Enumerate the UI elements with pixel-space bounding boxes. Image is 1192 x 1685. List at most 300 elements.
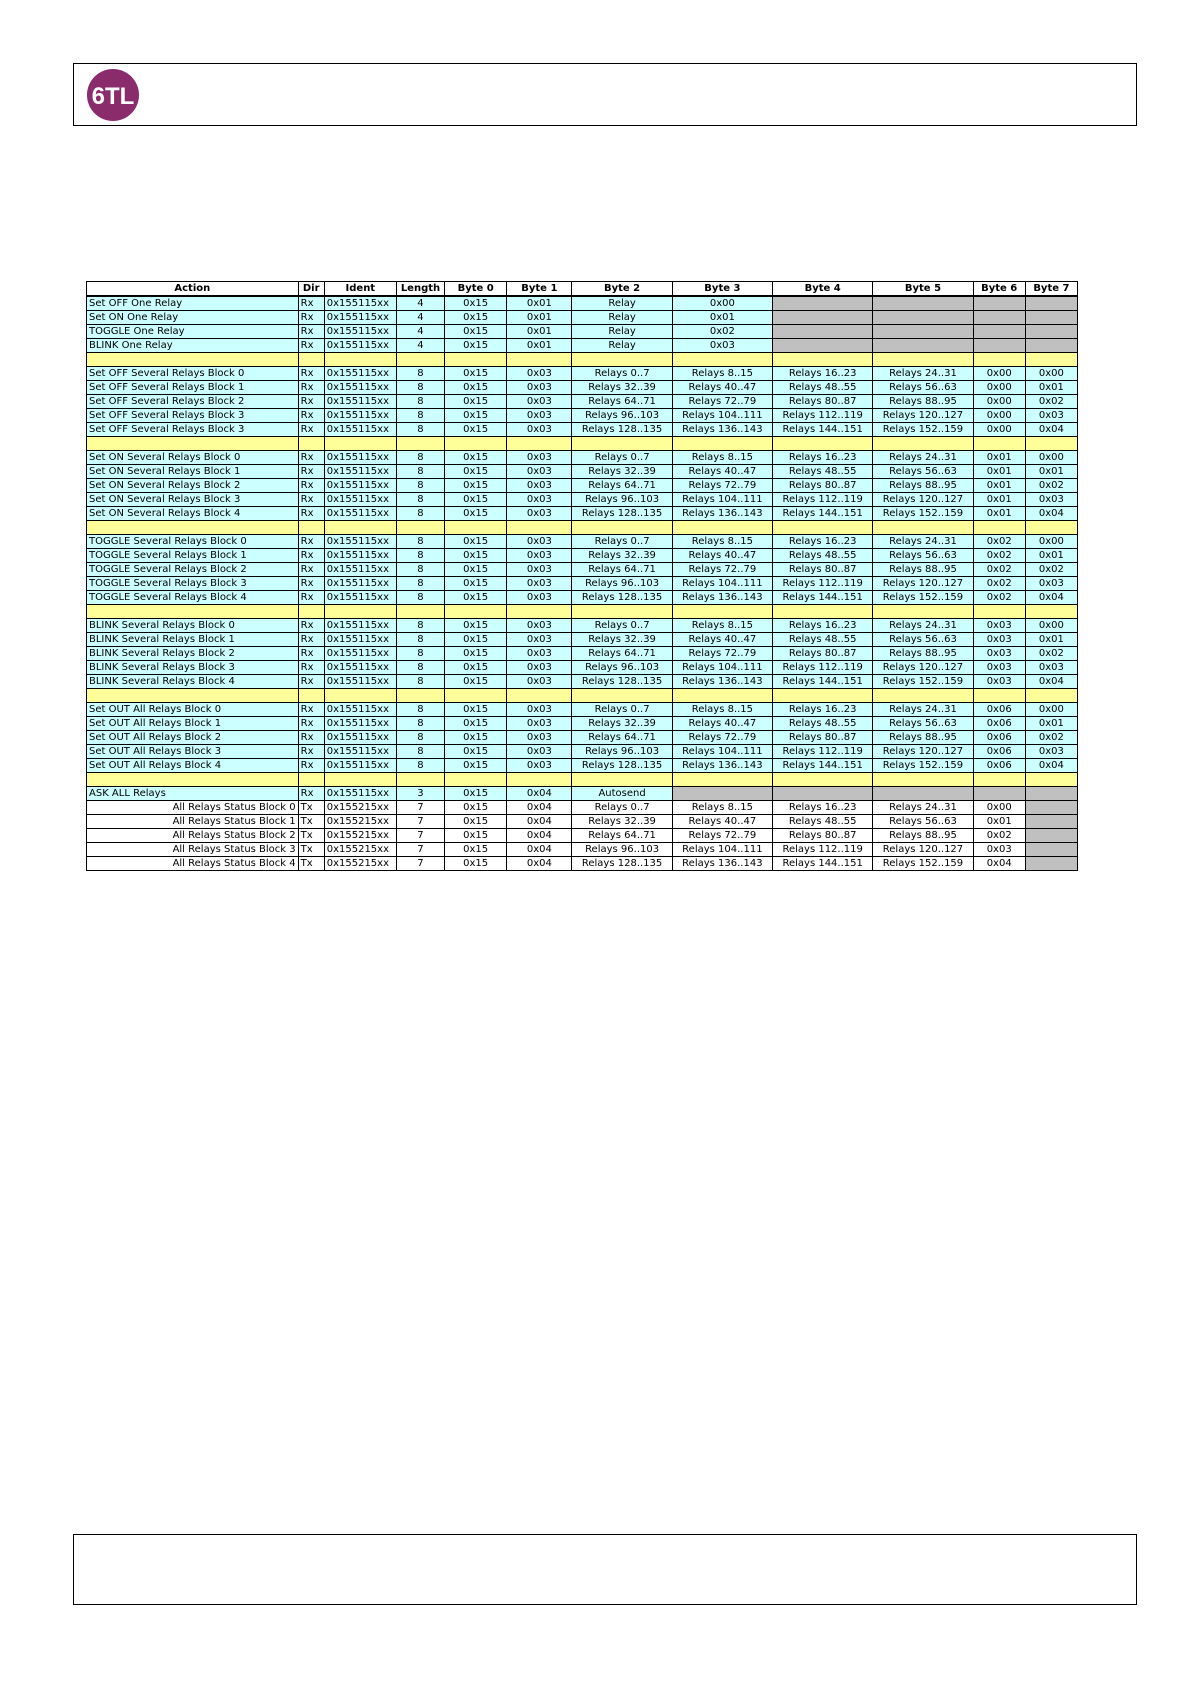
table-cell: ASK ALL Relays — [87, 787, 299, 801]
table-cell: 0x155115xx — [324, 325, 396, 339]
table-cell: 8 — [396, 759, 444, 773]
table-cell: 0x15 — [445, 745, 507, 759]
table-cell: 8 — [396, 577, 444, 591]
table-cell: Rx — [298, 381, 324, 395]
table-cell: Relays 0..7 — [572, 367, 672, 381]
table-cell: 0x155115xx — [324, 493, 396, 507]
table-header-row — [87, 282, 1078, 297]
table-cell: Rx — [298, 479, 324, 493]
table-cell: Rx — [298, 563, 324, 577]
table-cell: Relays 80..87 — [773, 647, 873, 661]
table-cell: Relays 144..151 — [773, 759, 873, 773]
table-cell: Relays 120..127 — [873, 409, 973, 423]
table-cell: 0x00 — [973, 381, 1025, 395]
table-cell — [973, 353, 1025, 367]
table-cell — [672, 787, 772, 801]
table-cell: Relays 104..111 — [672, 661, 772, 675]
table-cell: Rx — [298, 787, 324, 801]
table-cell — [507, 605, 572, 619]
table-cell: 0x06 — [973, 759, 1025, 773]
table-row — [87, 493, 1078, 507]
table-cell: 0x03 — [507, 619, 572, 633]
table-cell: Rx — [298, 311, 324, 325]
table-cell — [1025, 843, 1077, 857]
table-cell: 0x03 — [507, 647, 572, 661]
table-cell: Relays 40..47 — [672, 717, 772, 731]
table-cell — [873, 773, 973, 787]
table-cell: Set OUT All Relays Block 3 — [87, 745, 299, 759]
table-cell: Set ON Several Relays Block 1 — [87, 465, 299, 479]
table-cell: 0x03 — [973, 633, 1025, 647]
table-cell — [396, 353, 444, 367]
table-cell: 0x03 — [507, 451, 572, 465]
table-cell: Rx — [298, 367, 324, 381]
table-cell — [672, 437, 772, 451]
table-cell: Set OFF Several Relays Block 3 — [87, 409, 299, 423]
table-cell: 0x155115xx — [324, 479, 396, 493]
table-row — [87, 325, 1078, 339]
table-cell: 0x06 — [973, 731, 1025, 745]
column-header: Byte 7 — [1025, 282, 1077, 297]
table-cell: Rx — [298, 535, 324, 549]
table-cell: 0x04 — [1025, 675, 1077, 689]
table-cell — [298, 773, 324, 787]
table-cell: 0x02 — [973, 829, 1025, 843]
table-cell: 0x03 — [507, 563, 572, 577]
table-cell: Relays 72..79 — [672, 731, 772, 745]
table-row — [87, 563, 1078, 577]
table-cell: 0x03 — [973, 647, 1025, 661]
table-cell: Relays 64..71 — [572, 395, 672, 409]
table-cell: Relays 16..23 — [773, 703, 873, 717]
table-cell: Relays 24..31 — [873, 619, 973, 633]
table-cell — [973, 787, 1025, 801]
table-cell: Tx — [298, 857, 324, 871]
table-cell: 0x00 — [1025, 367, 1077, 381]
table-cell: Relays 128..135 — [572, 759, 672, 773]
table-cell: Relays 136..143 — [672, 759, 772, 773]
separator-row — [87, 437, 1078, 451]
table-row — [87, 857, 1078, 871]
table-cell — [973, 689, 1025, 703]
table-cell: 0x155115xx — [324, 563, 396, 577]
table-cell: Relays 112..119 — [773, 745, 873, 759]
table-cell: Relays 40..47 — [672, 633, 772, 647]
table-cell — [873, 353, 973, 367]
table-cell: 0x01 — [1025, 549, 1077, 563]
table-cell — [87, 689, 299, 703]
table-cell — [1025, 801, 1077, 815]
table-cell — [873, 339, 973, 353]
table-cell: Set OFF Several Relays Block 2 — [87, 395, 299, 409]
table-cell: 0x04 — [507, 787, 572, 801]
table-cell: 0x15 — [445, 325, 507, 339]
table-cell: BLINK Several Relays Block 0 — [87, 619, 299, 633]
table-cell: 0x03 — [507, 591, 572, 605]
table-cell: Relays 48..55 — [773, 549, 873, 563]
table-row — [87, 801, 1078, 815]
table-cell — [973, 325, 1025, 339]
table-cell — [873, 311, 973, 325]
table-cell: 0x01 — [507, 339, 572, 353]
table-cell: 0x06 — [973, 745, 1025, 759]
table-cell: Relays 80..87 — [773, 731, 873, 745]
company-logo — [86, 68, 140, 122]
table-cell: 0x01 — [973, 507, 1025, 521]
table-cell: 0x02 — [672, 325, 772, 339]
table-cell — [445, 437, 507, 451]
table-row — [87, 675, 1078, 689]
table-cell: 8 — [396, 745, 444, 759]
table-cell: 0x15 — [445, 493, 507, 507]
table-cell: 0x00 — [973, 423, 1025, 437]
table-cell — [572, 437, 672, 451]
table-cell: 0x02 — [1025, 731, 1077, 745]
table-cell: Relays 104..111 — [672, 577, 772, 591]
table-cell: Rx — [298, 647, 324, 661]
table-cell: Relays 152..159 — [873, 423, 973, 437]
table-cell: Set ON One Relay — [87, 311, 299, 325]
table-cell: 0x01 — [1025, 381, 1077, 395]
column-header: Dir — [298, 282, 324, 297]
table-cell — [873, 521, 973, 535]
table-cell: Rx — [298, 717, 324, 731]
table-cell: 0x155115xx — [324, 731, 396, 745]
table-cell: 0x155115xx — [324, 535, 396, 549]
table-row — [87, 465, 1078, 479]
table-row — [87, 815, 1078, 829]
table-cell — [873, 787, 973, 801]
table-cell: Relays 144..151 — [773, 507, 873, 521]
table-cell: 0x15 — [445, 577, 507, 591]
table-cell: 0x155115xx — [324, 465, 396, 479]
table-cell: 0x155115xx — [324, 451, 396, 465]
table-cell: 0x02 — [1025, 479, 1077, 493]
table-cell: Relays 0..7 — [572, 535, 672, 549]
table-cell: 0x01 — [1025, 465, 1077, 479]
table-cell: 0x15 — [445, 787, 507, 801]
table-cell — [572, 689, 672, 703]
table-cell: 0x155115xx — [324, 549, 396, 563]
table-cell: Relays 16..23 — [773, 801, 873, 815]
table-cell: Rx — [298, 465, 324, 479]
table-cell: 0x03 — [507, 731, 572, 745]
table-cell: 7 — [396, 801, 444, 815]
table-cell: 0x155115xx — [324, 423, 396, 437]
table-cell: 0x15 — [445, 675, 507, 689]
table-cell: 0x15 — [445, 339, 507, 353]
table-row — [87, 409, 1078, 423]
table-cell: Relays 144..151 — [773, 591, 873, 605]
table-cell — [298, 437, 324, 451]
table-cell: 0x155115xx — [324, 647, 396, 661]
table-cell — [1025, 521, 1077, 535]
table-cell: Relays 136..143 — [672, 423, 772, 437]
table-cell: Relays 40..47 — [672, 549, 772, 563]
table-cell: Set OUT All Relays Block 4 — [87, 759, 299, 773]
table-row — [87, 535, 1078, 549]
table-cell — [396, 773, 444, 787]
table-cell: 0x04 — [1025, 423, 1077, 437]
table-cell: 3 — [396, 787, 444, 801]
table-cell: Relays 56..63 — [873, 549, 973, 563]
table-cell: Relays 136..143 — [672, 675, 772, 689]
table-cell: 0x155215xx — [324, 829, 396, 843]
table-cell: Relays 120..127 — [873, 661, 973, 675]
table-cell: 8 — [396, 479, 444, 493]
table-cell: 0x04 — [507, 857, 572, 871]
table-cell: Relays 0..7 — [572, 801, 672, 815]
table-cell: Set OUT All Relays Block 1 — [87, 717, 299, 731]
table-row — [87, 633, 1078, 647]
table-cell: Relays 80..87 — [773, 479, 873, 493]
table-cell: Rx — [298, 423, 324, 437]
table-row — [87, 703, 1078, 717]
table-cell: 0x00 — [973, 409, 1025, 423]
table-cell: 0x03 — [507, 577, 572, 591]
table-cell: Rx — [298, 591, 324, 605]
table-cell: 0x02 — [973, 535, 1025, 549]
table-cell: Relays 24..31 — [873, 367, 973, 381]
table-cell: 0x155115xx — [324, 619, 396, 633]
table-cell: Relays 96..103 — [572, 843, 672, 857]
table-cell: Relays 128..135 — [572, 591, 672, 605]
table-cell: Relays 88..95 — [873, 647, 973, 661]
table-cell: 0x03 — [507, 759, 572, 773]
table-cell: All Relays Status Block 0 — [87, 801, 299, 815]
table-cell: 0x155215xx — [324, 815, 396, 829]
table-cell — [87, 521, 299, 535]
table-cell: 0x04 — [507, 815, 572, 829]
table-cell: Relays 24..31 — [873, 703, 973, 717]
table-cell: Relays 80..87 — [773, 395, 873, 409]
table-cell — [1025, 689, 1077, 703]
table-cell: Relay — [572, 325, 672, 339]
column-header: Byte 5 — [873, 282, 973, 297]
table-cell: Rx — [298, 409, 324, 423]
table-cell: Relays 72..79 — [672, 829, 772, 843]
table-row — [87, 591, 1078, 605]
table-cell — [1025, 787, 1077, 801]
table-cell — [298, 353, 324, 367]
table-cell: Relay — [572, 311, 672, 325]
table-cell: Relays 104..111 — [672, 843, 772, 857]
table-cell: 0x15 — [445, 801, 507, 815]
table-cell: Relays 104..111 — [672, 493, 772, 507]
table-cell: 4 — [396, 311, 444, 325]
table-cell: TOGGLE Several Relays Block 2 — [87, 563, 299, 577]
table-cell: 0x01 — [973, 493, 1025, 507]
table-cell — [324, 773, 396, 787]
table-cell: Relays 96..103 — [572, 745, 672, 759]
table-cell: Relays 16..23 — [773, 619, 873, 633]
table-cell: Relays 48..55 — [773, 465, 873, 479]
table-cell: Set ON Several Relays Block 0 — [87, 451, 299, 465]
table-cell — [873, 325, 973, 339]
column-header: Byte 4 — [773, 282, 873, 297]
table-cell: 8 — [396, 591, 444, 605]
table-cell: 0x03 — [507, 661, 572, 675]
table-row — [87, 829, 1078, 843]
table-cell — [1025, 773, 1077, 787]
table-cell — [1025, 815, 1077, 829]
separator-row — [87, 773, 1078, 787]
table-cell: Relays 80..87 — [773, 829, 873, 843]
table-cell: 0x155115xx — [324, 745, 396, 759]
table-cell: 0x04 — [507, 801, 572, 815]
table-cell — [973, 773, 1025, 787]
column-header: Byte 1 — [507, 282, 572, 297]
table-cell: Relays 112..119 — [773, 577, 873, 591]
table-cell: 0x00 — [1025, 451, 1077, 465]
table-cell: 8 — [396, 423, 444, 437]
table-cell — [973, 339, 1025, 353]
column-header: Ident — [324, 282, 396, 297]
table-cell: Relays 72..79 — [672, 395, 772, 409]
table-cell: 0x02 — [973, 549, 1025, 563]
table-cell: Relays 80..87 — [773, 563, 873, 577]
table-cell: Set ON Several Relays Block 2 — [87, 479, 299, 493]
table-cell: 0x15 — [445, 619, 507, 633]
table-cell: 8 — [396, 507, 444, 521]
table-cell: 0x01 — [507, 296, 572, 311]
table-cell — [1025, 311, 1077, 325]
table-row — [87, 647, 1078, 661]
table-cell: Rx — [298, 339, 324, 353]
table-cell: 0x155115xx — [324, 367, 396, 381]
table-cell: Relays 120..127 — [873, 843, 973, 857]
table-cell: Relays 24..31 — [873, 535, 973, 549]
table-cell — [773, 325, 873, 339]
table-cell: 0x03 — [973, 661, 1025, 675]
table-cell: Set OFF Several Relays Block 1 — [87, 381, 299, 395]
table-cell: 0x02 — [973, 577, 1025, 591]
table-cell: 0x00 — [973, 801, 1025, 815]
table-cell: BLINK Several Relays Block 1 — [87, 633, 299, 647]
table-cell: All Relays Status Block 4 — [87, 857, 299, 871]
table-cell: Rx — [298, 451, 324, 465]
table-cell: 0x15 — [445, 535, 507, 549]
table-cell: Set OFF Several Relays Block 3 — [87, 423, 299, 437]
table-cell — [1025, 339, 1077, 353]
table-cell — [873, 296, 973, 311]
table-cell: 0x03 — [1025, 409, 1077, 423]
table-cell — [672, 689, 772, 703]
table-cell: Relays 24..31 — [873, 801, 973, 815]
table-cell: Rx — [298, 577, 324, 591]
table-cell — [973, 296, 1025, 311]
table-cell: Relays 144..151 — [773, 423, 873, 437]
table-cell: TOGGLE Several Relays Block 1 — [87, 549, 299, 563]
table-row — [87, 311, 1078, 325]
table-cell: 8 — [396, 661, 444, 675]
table-cell: 8 — [396, 633, 444, 647]
table-cell: 8 — [396, 647, 444, 661]
table-cell: Relays 56..63 — [873, 815, 973, 829]
table-cell: Relays 120..127 — [873, 493, 973, 507]
table-cell: Relays 48..55 — [773, 815, 873, 829]
table-cell — [1025, 437, 1077, 451]
table-body — [87, 296, 1078, 871]
table-cell: 0x15 — [445, 647, 507, 661]
table-cell: Relays 112..119 — [773, 661, 873, 675]
table-cell: 0x04 — [1025, 759, 1077, 773]
column-header: Byte 6 — [973, 282, 1025, 297]
column-header: Action — [87, 282, 299, 297]
table-cell: 8 — [396, 703, 444, 717]
table-cell: 0x155115xx — [324, 717, 396, 731]
table-cell — [396, 689, 444, 703]
table-cell: 0x155115xx — [324, 409, 396, 423]
separator-row — [87, 353, 1078, 367]
table-cell: Relays 40..47 — [672, 381, 772, 395]
table-cell: Relays 0..7 — [572, 451, 672, 465]
table-cell: 4 — [396, 325, 444, 339]
table-cell: Relay — [572, 339, 672, 353]
table-cell: 7 — [396, 815, 444, 829]
table-cell: 0x155115xx — [324, 339, 396, 353]
table-cell: Relays 152..159 — [873, 591, 973, 605]
table-cell: 0x02 — [1025, 395, 1077, 409]
table-cell — [572, 521, 672, 535]
table-cell — [324, 437, 396, 451]
table-cell: Relays 88..95 — [873, 479, 973, 493]
table-cell: 0x155115xx — [324, 296, 396, 311]
separator-row — [87, 521, 1078, 535]
table-cell: Relays 112..119 — [773, 843, 873, 857]
table-cell — [572, 773, 672, 787]
table-cell — [572, 353, 672, 367]
table-cell: Relays 96..103 — [572, 577, 672, 591]
table-cell: 4 — [396, 339, 444, 353]
table-cell — [773, 521, 873, 535]
table-cell: 0x155215xx — [324, 801, 396, 815]
table-cell: 0x15 — [445, 717, 507, 731]
table-cell: 0x01 — [672, 311, 772, 325]
table-cell: Relays 16..23 — [773, 535, 873, 549]
table-cell — [324, 353, 396, 367]
page-header — [73, 63, 1137, 126]
table-cell: 0x15 — [445, 661, 507, 675]
column-header: Byte 3 — [672, 282, 772, 297]
table-cell — [773, 605, 873, 619]
table-cell: Relays 64..71 — [572, 647, 672, 661]
table-cell: 0x02 — [1025, 647, 1077, 661]
table-cell — [1025, 353, 1077, 367]
table-cell: 7 — [396, 829, 444, 843]
table-cell: 0x00 — [973, 367, 1025, 381]
table-cell: 0x15 — [445, 451, 507, 465]
table-cell: Relays 152..159 — [873, 857, 973, 871]
table-cell: 0x01 — [1025, 717, 1077, 731]
table-cell: Relays 128..135 — [572, 507, 672, 521]
table-cell: 0x04 — [1025, 591, 1077, 605]
table-cell — [87, 353, 299, 367]
table-cell: 0x15 — [445, 367, 507, 381]
table-cell: 0x15 — [445, 296, 507, 311]
table-cell: 0x03 — [507, 675, 572, 689]
table-cell: 0x15 — [445, 633, 507, 647]
table-cell: 0x155215xx — [324, 843, 396, 857]
table-cell: 8 — [396, 395, 444, 409]
table-cell — [87, 605, 299, 619]
table-cell: 0x03 — [507, 395, 572, 409]
table-row — [87, 759, 1078, 773]
table-cell: 7 — [396, 857, 444, 871]
table-cell — [87, 437, 299, 451]
table-row — [87, 661, 1078, 675]
table-cell: Rx — [298, 549, 324, 563]
